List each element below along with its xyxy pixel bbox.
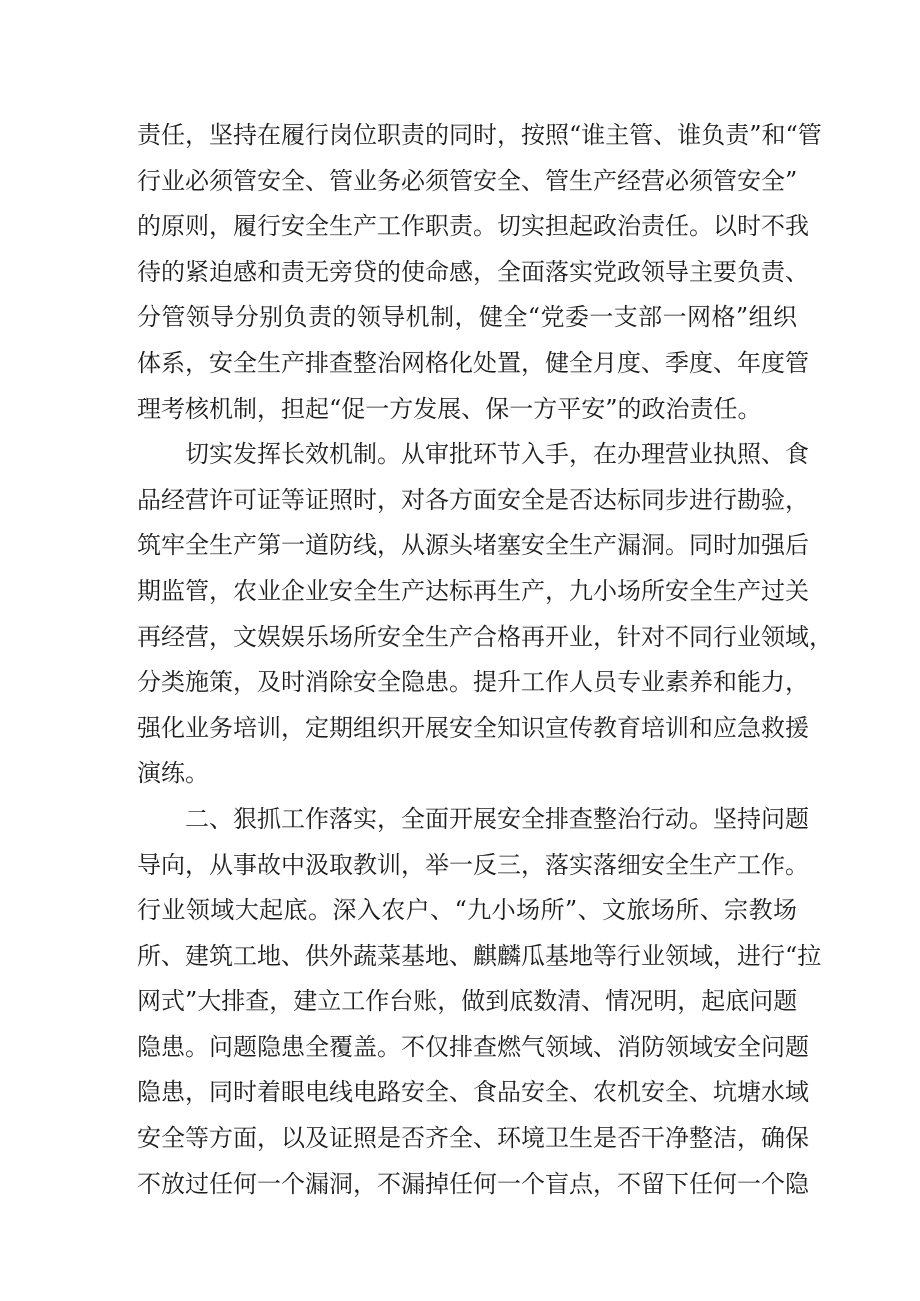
paragraph-last-line: 演练。 xyxy=(137,759,209,788)
text-line: 的原则，履行安全生产工作职责。切实担起政治责任。以时不我 xyxy=(137,212,809,241)
text-line: 体系，安全生产排查整治网格化处置，健全月度、季度、年度管 xyxy=(137,348,809,377)
text-line: 分类施策，及时消除安全隐患。提升工作人员专业素养和能力， xyxy=(137,668,809,697)
paragraph-first-line: 切实发挥长效机制。从审批环节入手，在办理营业执照、食 xyxy=(185,440,809,469)
text-line: 期监管，农业企业安全生产达标再生产，九小场所安全生产过关 xyxy=(137,576,809,605)
text-line: 行业必须管安全、管业务必须管安全、管生产经营必须管安全” xyxy=(137,166,798,195)
text-line: 所、建筑工地、供外蔬菜基地、麒麟瓜基地等行业领域，进行“拉 xyxy=(137,941,822,970)
text-line: 网式”大排查，建立工作台账，做到底数清、情况明，起底问题 xyxy=(137,987,798,1016)
paragraph-first-line: 二、狠抓工作落实，全面开展安全排查整治行动。坚持问题 xyxy=(185,804,809,833)
text-line: 品经营许可证等证照时，对各方面安全是否达标同步进行勘验， xyxy=(137,485,809,514)
text-line: 再经营，文娱娱乐场所安全生产合格再开业，针对不同行业领域， xyxy=(137,622,833,651)
text-line: 不放过任何一个漏洞，不漏掉任何一个盲点，不留下任何一个隐 xyxy=(137,1169,809,1198)
text-line: 待的紧迫感和责无旁贷的使命感，全面落实党政领导主要负责、 xyxy=(137,257,809,286)
text-line: 分管领导分别负责的领导机制，健全“党委一支部一网格”组织 xyxy=(137,303,797,332)
text-line: 行业领域大起底。深入农户、“九小场所”、文旅场所、宗教场 xyxy=(137,896,797,925)
text-line: 安全等方面，以及证照是否齐全、环境卫生是否干净整洁，确保 xyxy=(137,1124,809,1153)
text-line: 责任，坚持在履行岗位职责的同时，按照“谁主管、谁负责”和“管 xyxy=(137,121,822,149)
text-line: 隐患，同时着眼电线电路安全、食品安全、农机安全、坑塘水域 xyxy=(137,1078,809,1107)
text-line: 强化业务培训，定期组织开展安全知识宣传教育培训和应急救援 xyxy=(137,713,809,742)
text-line: 隐患。问题隐患全覆盖。不仅排查燃气领域、消防领域安全问题 xyxy=(137,1032,809,1061)
paragraph-last-line: 理考核机制，担起“促一方发展、保一方平安”的政治责任。 xyxy=(137,394,762,423)
body-text xyxy=(137,113,833,1207)
text-line: 导向，从事故中汲取教训，举一反三，落实落细安全生产工作。 xyxy=(137,850,809,879)
text-line: 筑牢全生产第一道防线，从源头堵塞安全生产漏洞。同时加强后 xyxy=(137,531,809,560)
